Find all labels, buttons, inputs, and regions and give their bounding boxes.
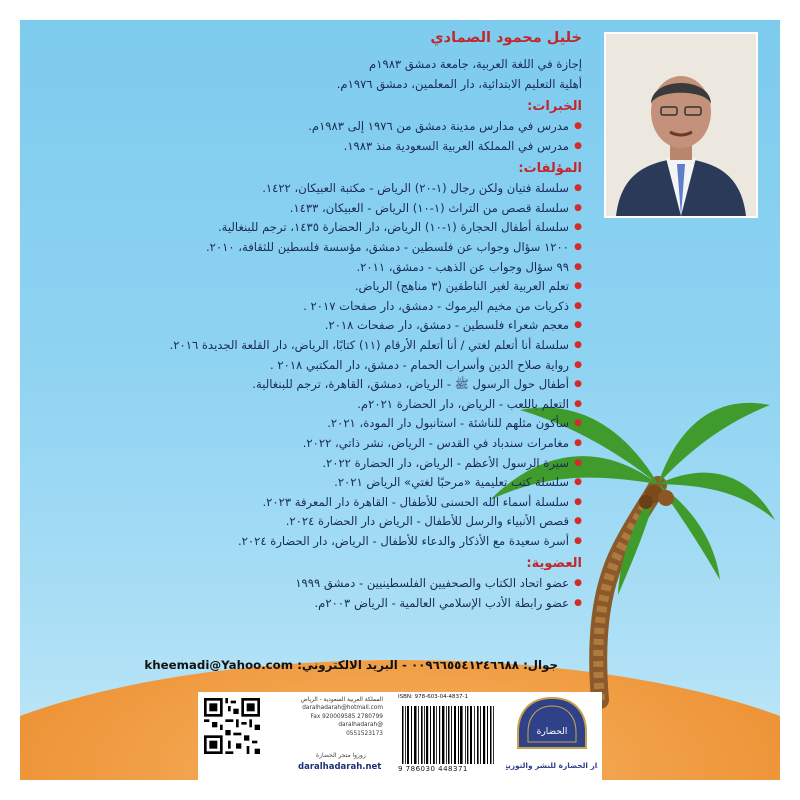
book-back-cover — [20, 20, 780, 780]
list-item: ● التعلم باللعب - الرياض، دار الحضارة ٢٠٢١م. — [42, 395, 582, 415]
list-item: ● ٩٩ سؤال وجواب عن الذهب - دمشق، ٢٠١١. — [42, 258, 582, 278]
barcode-icon — [398, 696, 498, 770]
list-item: ● مدرس في المملكة العربية السعودية منذ ١٩٨٣. — [42, 137, 582, 157]
contact-line — [144, 658, 558, 672]
author-portrait-icon — [606, 34, 756, 216]
qualification-line: إجازة في اللغة العربية، جامعة دمشق ١٩٨٣م — [369, 57, 582, 71]
publisher-name: دار الحضارة للنشر والتوزيع — [506, 761, 598, 770]
publisher-mobile: 0551523173 — [346, 730, 383, 737]
publisher-location: المملكة العربية السعودية - الرياض — [300, 697, 383, 703]
membership-heading: العضوية: — [526, 556, 582, 572]
list-item: ● سيرة الرسول الأعظم - الرياض، دار الحضارة ٢٠٢٢. — [42, 454, 582, 474]
list-item: ● أسرة سعيدة مع الأذكار والدعاء للأطفال - الرياض، دار الحضارة ٢٠٢٤. — [42, 532, 582, 552]
list-item: ● سلسلة أسماء الله الحسنى للأطفال - القاهرة دار المعرفة ٢٠٢٣. — [42, 493, 582, 513]
experience-list — [42, 117, 582, 156]
list-item: ● قصص الأنبياء والرسل للأطفال - الرياض دار الحضارة ٢٠٢٤. — [42, 512, 582, 532]
publisher-badge: الحضارة — [536, 727, 568, 737]
list-item: ● سلسلة أنا أتعلم لغتي / أنا أتعلم الأرقام (١١) كتابًا، الرياض، دار القلعة الجديدة ٢٠١٦. — [42, 336, 582, 356]
publisher-email: daralhadarah@hotmail.com — [302, 705, 383, 712]
list-item: ● عضو اتحاد الكتاب والصحفيين الفلسطينيين - دمشق ١٩٩٩ — [42, 574, 582, 594]
email-address: kheemadi@Yahoo.com — [144, 658, 294, 672]
publisher-emblem-icon — [506, 694, 598, 778]
list-item: ● رواية صلاح الدين وأسراب الحمام - دمشق، دار المكتبي ٢٠١٨ . — [42, 356, 582, 376]
publisher-website[interactable]: daralhadarah.net — [298, 762, 382, 772]
works-heading: المؤلفات: — [518, 161, 582, 177]
list-item: ● سلسلة كتب تعليمية «مرحبًا لغتي» الرياض ٢٠٢١. — [42, 473, 582, 493]
works-list — [42, 179, 582, 551]
author-bio — [42, 28, 582, 614]
list-item: ● أطفال حول الرسول ﷺ - الرياض، دمشق، القاهرة، ترجم للبنغالية. — [42, 375, 582, 395]
list-item: ● سلسلة قصص من التراث (١-١٠) الرياض - العبيكان، ١٤٣٣. — [42, 199, 582, 219]
list-item: ● سلسلة أطفال الحجارة (١-١٠) الرياض، دار الحضارة ١٤٣٥، ترجم للبنغالية. — [42, 218, 582, 238]
store-label: زوروا متجر الحضارة — [316, 752, 366, 759]
author-name: خليل محمود الصمادي — [430, 30, 582, 46]
isbn-label: ISBN: 978-603-04-4837-1 — [398, 694, 469, 700]
list-item: ● عضو رابطة الأدب الإسلامي العالمية - الرياض ٢٠٠٣م. — [42, 594, 582, 614]
mobile-label: جوال: ٠٠٩٦٦٥٥٤١٢٤٦٦٨٨ - البريد الالكتروني: — [297, 658, 558, 672]
list-item: ● ذكريات من مخيم اليرموك - دمشق، دار صفحات ٢٠١٧ . — [42, 297, 582, 317]
publisher-logo — [506, 694, 598, 778]
list-item: ● تعلم العربية لغير الناطقين (٣ مناهج) الرياض. — [42, 277, 582, 297]
experience-heading: الخبرات: — [527, 99, 582, 114]
list-item: ● مدرس في مدارس مدينة دمشق من ١٩٧٦ إلى ١٩٨٣م. — [42, 117, 582, 137]
author-photo — [604, 32, 758, 218]
list-item: ● سأكون مثلهم للناشئة - استانبول دار المودة، ٢٠٢١. — [42, 414, 582, 434]
publisher-phone: 2780799 Fax 920009585 — [310, 713, 383, 720]
list-item: ● ١٢٠٠ سؤال وجواب عن فلسطين - دمشق، مؤسسة فلسطين للثقافة، ٢٠١٠. — [42, 238, 582, 258]
publisher-footer — [198, 692, 602, 780]
qualification-line: أهلية التعليم الابتدائية، دار المعلمين، دمشق ١٩٧٦م. — [336, 77, 582, 91]
membership-list — [42, 574, 582, 613]
publisher-contacts — [288, 696, 383, 738]
barcode-number: 9 786030 448371 — [398, 765, 468, 773]
list-item: ● سلسلة فتيان ولكن رجال (١-٢٠) الرياض - مكتبة العبيكان، ١٤٢٢. — [42, 179, 582, 199]
list-item: ● مغامرات سندباد في القدس - الرياض، نشر ذاتي، ٢٠٢٢. — [42, 434, 582, 454]
list-item: ● معجم شعراء فلسطين - دمشق، دار صفحات ٢٠١٨. — [42, 316, 582, 336]
publisher-social: @daralhadarah — [338, 722, 383, 729]
qr-code-icon — [204, 698, 260, 754]
